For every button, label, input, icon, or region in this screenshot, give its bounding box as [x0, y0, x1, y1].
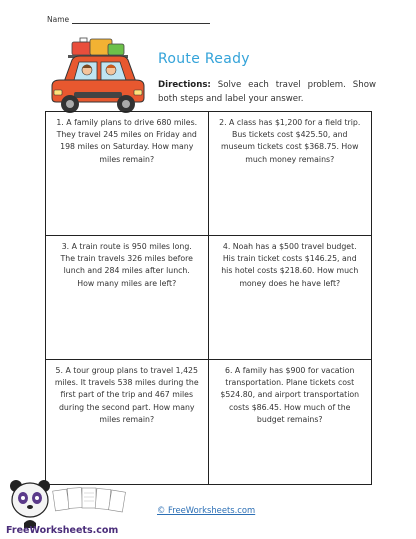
problem-1: 1. A family plans to drive 680 miles. They travel 245 miles on Friday and 198 miles on Saturday. How many miles remain?: [46, 112, 209, 236]
problem-3: 3. A train route is 950 miles long. The train travels 326 miles before lunch and 284 miles after lunch. How many miles are left?: [46, 236, 209, 360]
name-label: Name: [47, 15, 70, 24]
freeworksheets-logo: [2, 478, 142, 536]
car-illustration: [44, 36, 150, 116]
directions-label: Directions:: [158, 80, 211, 90]
footer-link[interactable]: © FreeWorksheets.com: [157, 505, 256, 515]
worksheet-title: Route Ready: [158, 51, 250, 67]
directions: [158, 79, 376, 106]
name-field: [47, 15, 210, 24]
problem-6: 6. A family has $900 for vacation transportation. Plane tickets cost $524.80, and airport transportation costs $86.45. How much of the budget remains?: [220, 366, 360, 424]
problem-5: 5. A tour group plans to travel 1,425 miles. It travels 538 miles during the first part of the trip and 467 miles during the second part. How many miles remain?: [46, 360, 209, 484]
problem-2: 2. A class has $1,200 for a field trip. Bus tickets cost $425.50, and museum tickets cost $368.75. How much money remains?: [209, 112, 372, 236]
problem-4: 4. Noah has a $500 travel budget. His train ticket costs $146.25, and his hotel costs $218.60. How much money does he have left?: [209, 236, 372, 360]
name-line: [72, 15, 210, 24]
directions-text: Solve each travel problem. Show both steps and label your answer.: [158, 80, 376, 104]
svg-text:FreeWorksheets.com: FreeWorksheets.com: [6, 525, 119, 536]
problem-grid: [45, 111, 372, 485]
